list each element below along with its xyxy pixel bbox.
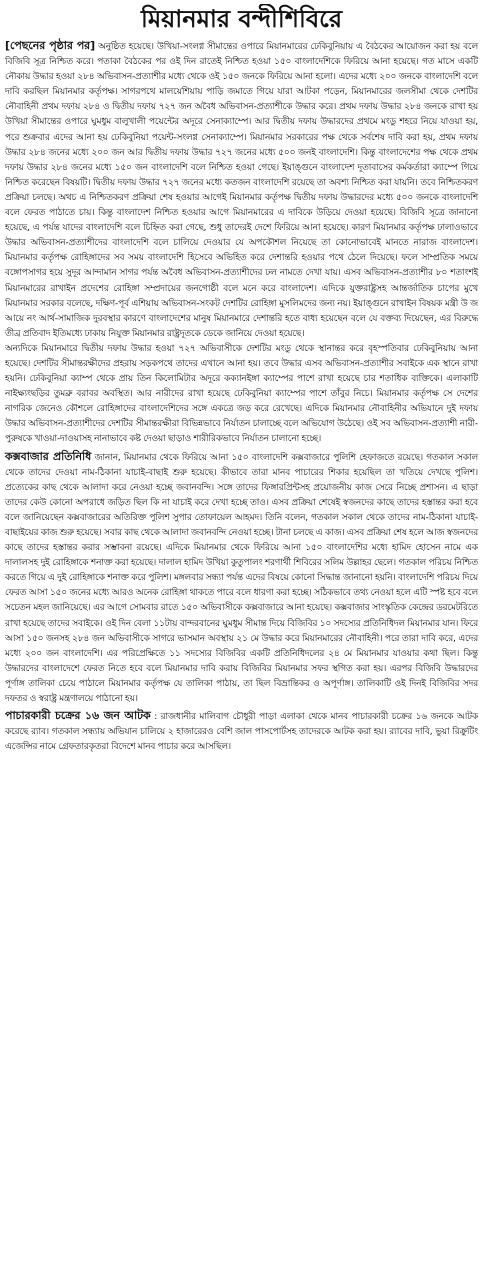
coxsbazar-paragraph <box>5 449 478 708</box>
coxsbazar-subhead: কক্সবাজার প্রতিনিধি <box>5 449 92 463</box>
article-headline: মিয়ানমার বন্দীশিবিরে <box>140 5 343 33</box>
lead-text: অনুষ্ঠিত হয়েছে। উখিয়া-সংলগ্ন সীমান্তের ওপারে মিয়ানমারের ঢেকিবুনিয়ায় এ বৈঠকের আয়োজন করা হয় বলে বিজিবি সূত্র নিশ্চিত করে। পতাকা বৈঠকের পর ওই দিন রাতেই নিশ্চিত হওয়া ১৫০ বাংলাদেশিকে ফিরিয়ে আনা হয়েছে। গত মাসে একটি নৌকায় উদ্ধার হওয়া ২৮৪ অভিবাসন-প্রত্যাশীর মধ্যে থেকে ওই ১৫০ জনকে ফিরিয়ে আনা হলো। এদের মধ্যে ২০০ জনকে বাংলাদেশি বলে দাবি করছিল মিয়ানমার কর্তৃপক্ষ। সাগরপথে মালয়েশিয়ায় পাড়ি জমাতে গিয়ে যারা আটকা পড়েন, মিয়ানমারের জলসীমা থেকে দেশটির নৌবাহিনী প্রথম দফায় ২৮৪ ও দ্বিতীয় দফায় ৭২৭ জন অবৈধ অভিবাসন-প্রত্যাশীকে উদ্ধার করে। প্রথম দফায় উদ্ধার ২৮৪ জনকে রাখা হয় উখিয়া সীমান্তের ওপারে ঘুমধুম বালুখালী পয়েন্টের অদূরে সেনাক্যাম্পে। আর দ্বিতীয় দফায় উদ্ধারদের প্রথমে মংডু শহরে নিয়ে যাওয়া হয়, পরে শুক্রবার এদের আনা হয় ঢেকিবুনিয়া পয়েন্ট-সংলগ্ন সেনাক্যাম্পে। মিয়ানমার সরকারের পক্ষ থেকে সর্বশেষ দাবি করা হয়, প্রথম দফায় উদ্ধার ২৮৪ জনের মধ্যে ২০০ জন আর দ্বিতীয় দফায় উদ্ধার ৭২৭ জনের মধ্যে ৫০০ জনই বাংলাদেশি। কিন্তু বাংলাদেশের পক্ষ থেকে প্রথম দফায় উদ্ধার ২৮৪ জনের মধ্যে ১৫০ জন বাংলাদেশি বলে নিশ্চিত হওয়া গেছে। ইয়াঙ্গুনে বাংলাদেশ দূতাবাসের কর্মকর্তারা ক্যাম্পে গিয়ে নিশ্চিত করেছেন বিষয়টি। দ্বিতীয় দফায় উদ্ধার ৭২৭ জনের মধ্যে কতজন বাংলাদেশি রয়েছে তা অবশ্য নিশ্চিত করা যায়নি। তবে নিশ্চিতকরণ প্রক্রিয়া চলছে। অথচ এ নিশ্চিতকরণ প্রক্রিয়া শেষ হওয়ার আগেই মিয়ানমার কর্তৃপক্ষ দ্বিতীয় দফায় উদ্ধারদের মধ্যে ৫০০ জনকে বাংলাদেশি বলে ফেরত পাঠাতে চায়। কিন্তু বাংলাদেশ নিশ্চিত হওয়ার আগে মিয়ানমারের এ দাবিকে উড়িয়ে দেওয়া হয়েছে। বিজিবি সূত্রে জানানো হয়েছে, এ পর্যন্ত যাদের বাংলাদেশি বলে চিহ্নিত করা গেছে, শুধু তাদেরই দেশে ফিরিয়ে আনা হয়েছে। কারণ মিয়ানমার কর্তৃপক্ষ ঢালাওভাবে উদ্ধার অভিবাসন-প্রত্যাশীদের বাংলাদেশি বলে চালিয়ে দেওয়ার যে অপকৌশল নিয়েছে তা কোনোভাবেই মানতে নারাজ বাংলাদেশ। মিয়ানমার কর্তৃপক্ষ রোহিঙ্গাদের সব সময় বাংলাদেশি হিসেবে অভিহিত করে দেশান্তরি হওয়ার পথে ঠেলে দিয়েছে। ফলে সাম্প্রতিক সময়ে বঙ্গোপসাগর হয়ে সুদূর আন্দামান সাগর পর্যন্ত অবৈধ অভিবাসন-প্রত্যাশীদের ঢল নামতে দেখা যায়। এসব অভিবাসন-প্রত্যাশীর ৮০ শতাংশই মিয়ানমারের রাখাইন প্রদেশের রোহিঙ্গা সম্প্রদায়ের জনগোষ্ঠী বলে মনে করে বাংলাদেশ। এদিকে যুক্তরাষ্ট্রসহ আন্তর্জাতিক চাপের মুখে মিয়ানমার সরকার বলেছে, দক্ষিণ-পূর্ব এশিয়ায় অভিবাসন-সংকট দেশটির রোহিঙ্গা মুসলিমদের জন্য নয়। ইয়াঙ্গুনে রাখাইন বিষয়ক মন্ত্রী উ জ আয়ে নং আর্থ-সামাজিক দুরবস্থার কারণে বাংলাদেশের মানুষ মিয়ানমারে দেশান্তরি হতে বাধ্য হয়েছেন বলে যে বক্তব্য দিয়েছেন, এর বিরুদ্ধে তীব্র প্রতিবাদ ইতিমধ্যে ঢাকায় নিযুক্ত মিয়ানমার রাষ্ট্রদূতকে ডেকে জানিয়ে দেওয়া হয়েছে। <box>5 42 478 339</box>
coxsbazar-text: জানান, মিয়ানমার থেকে ফিরিয়ে আনা ১৫০ বাংলাদেশি কক্সবাজারে পুলিশি হেফাজতে রয়েছে। গতকাল সকাল থেকে তাদের দেওয়া নাম-ঠিকানা যাচাই-বাছাই শুরু হয়েছে। কীভাবে তারা মানব পাচারের শিকার হয়েছিল তা খতিয়ে দেখছে পুলিশ। প্রত্যেকের কাছ থেকে আলাদা করে নেওয়া হচ্ছে জবানবন্দি। সঙ্গে তাদের ফিঙ্গারপ্রিন্টসহ প্রয়োজনীয় কাজ সেরে নিচ্ছে প্রশাসন। এ ছাড়া তাদের কেউ কোনো অপরাধে জড়িত ছিল কি না যাচাই করে দেখা হচ্ছে তাও। এসব প্রক্রিয়া শেষেই স্বজনদের কাছে তাদের হস্তান্তর করা হবে বলে জানিয়েছেন কক্সবাজারের অতিরিক্ত পুলিশ সুপার তোফায়েল আহমদ। তিনি বলেন, গতকাল সকাল থেকে তাদের নাম-ঠিকানা যাচাই-বাছাইয়ের কাজ শুরু হয়েছে। সবার কাছ থেকে আলাদা জবানবন্দি নেওয়া হচ্ছে। টানা চলছে এ কাজ। এসব প্রক্রিয়া শেষ হলে আজ স্বজনদের কাছে তাদের হস্তান্তর করার সম্ভাবনা রয়েছে। এদিকে মিয়ানমার থেকে ফিরিয়ে আনা ১৫০ বাংলাদেশির মধ্যে হামিদ হোসেন নামে এক দালালসহ দুই রোহিঙ্গাকে শনাক্ত করা হয়েছে। দালাল হামিদ উখিয়া কুতুপালং শরণার্থী শিবিরের সলিম উল্লাহর ছেলে। গতকাল পরিচয় নিশ্চিত করতে গিয়ে এ দুই রোহিঙ্গাকে শনাক্ত করে পুলিশ। মঙ্গলবার সন্ধ্যা পর্যন্ত এদের বিষয়ে কোনো সিদ্ধান্ত জানানো হয়নি। বাংলাদেশি পরিচয় দিয়ে ফেরত আসা ১৫০ জনের মধ্যে আরও অনেক রোহিঙ্গা থাকতে পারে বলে ধারণা করা হচ্ছে। সঠিকভাবে তথ্য নেওয়া হলে এটি স্পষ্ট হবে বলে সচেতন মহল জানিয়েছে। এর আগে সোমবার রাতে ১৫০ অভিবাসীকে কক্সবাজারে আনা হয়েছে। কক্সবাজার সাংস্কৃতিক কেন্দ্রের ডরমেটরিতে রাখা হয়েছে তাদের সবাইকে। ওই দিন বেলা ১১টায় বান্দরবানের ঘুমধুম সীমান্ত দিয়ে বিজিবির ১০ সদস্যের প্রতিনিধিদল মিয়ানমার যান। ফিরে আসা ১৫০ জনসহ ২৮৪ জন অভিবাসীকে সাগরে ভাসমান অবস্থায় ২১ মে উদ্ধার করে মিয়ানমারের নৌবাহিনী। পরে তারা দাবি করে, এদের মধ্যে ২০০ জন বাংলাদেশি। এর পরিপ্রেক্ষিতে ১১ সদস্যের বিজিবির একটি প্রতিনিধিদলের ২৪ মে মিয়ানমার যাওয়ার কথা ছিল। কিন্তু উদ্ধারদের বাংলাদেশে ফেরত নিতে হবে বলে মিয়ানমার দাবি করায় বিজিবির মিয়ানমার সফর স্থগিত করা হয়। এরপর বিজিবি উদ্ধারদের পূর্ণাঙ্গ তালিকা চেয়ে পাঠালে মিয়ানমার কর্তৃপক্ষ যে তালিকা পাঠায়, তা ছিল বিভ্রান্তিকর ও অপূর্ণাঙ্গ। তালিকাটি ওই দিনই বিজিবির সদর দফতর ও স্বরাষ্ট্র মন্ত্রণালয়ে পাঠানো হয়। <box>5 452 478 705</box>
detention-paragraph: অন্যদিকে মিয়ানমারে দ্বিতীয় দফায় উদ্ধার হওয়া ৭২৭ অভিবাসীকে দেশটির মংডু থেকে স্থানান্তর করে বৃহস্পতিবার ঢেকিবুনিয়ায় আনা হয়েছে। দেশটির সীমান্তরক্ষীদের প্রহরায় সড়কপথে তাদের এখানে আনা হয়। তবে উদ্ধার এসব অভিবাসন-প্রত্যাশীর সবাইকে এক স্থানে রাখা হয়নি। ঢেকিবুনিয়া ক্যাম্প থেকে প্রায় তিন কিলোমিটার অদূরে কক্যানইঙ্গা ক্যাম্পের পাশে রাখা হয়েছে চার শতাধিক ব্যক্তিকে। এলাকাটি নাইক্ষ্যংছড়ির তুমব্রু বরাবর অবস্থিত। আর নারীদের রাখা হয়েছে ঢেকিবুনিয়া ক্যাম্পের পাশে তাঁবুর নিচে। মিয়ানমার কর্তৃপক্ষ সে দেশের নাগরিক জেনেও কৌশলে রোহিঙ্গাদের বাংলাদেশিদের সঙ্গে একত্রে জড় করে রেখেছে। এদিকে মিয়ানমার নৌবাহিনীর অভিযানে দুই দফায় উদ্ধার অভিবাসন-প্রত্যাশীদের দেশটির সীমান্তরক্ষীরা বিভিন্নভাবে নির্যাতন চালাচ্ছে বলে অভিযোগ উঠেছে। ওই সব অভিবাসন-প্রত্যাশী নারী-পুরুষকে খাওয়া-দাওয়াসহ নানাভাবে কষ্ট দেওয়া ছাড়াও শারীরিকভাবে নির্যাতন চালানো হচ্ছে। <box>5 343 478 445</box>
continued-from-marker: [পেছনের পৃষ্ঠার পর] <box>5 39 96 52</box>
arrest-text: : রাজধানীর মালিবাগ চৌধুরী পাড়া এলাকা থেকে মানব পাচারকারী চক্রের ১৬ জনকে আটক করেছে র‍্যাব। গতকাল সন্ধ্যায় অভিযান চালিয়ে ২ হাজারেরও বেশি জাল পাসপোর্টসহ তাদেরকে আটক করা হয়। র‍্যাবের দাবি, ভুয়া রিক্রুটিং এজেন্সির নামে গ্রেফতারকৃতরা বিদেশে মানব পাচার করে আসছিল। <box>5 712 478 753</box>
lead-paragraph <box>5 38 478 342</box>
arrest-subhead: পাচারকারী চক্রের ১৬ জন আটক <box>5 709 151 723</box>
arrest-paragraph <box>5 708 478 755</box>
article-body <box>5 38 478 755</box>
